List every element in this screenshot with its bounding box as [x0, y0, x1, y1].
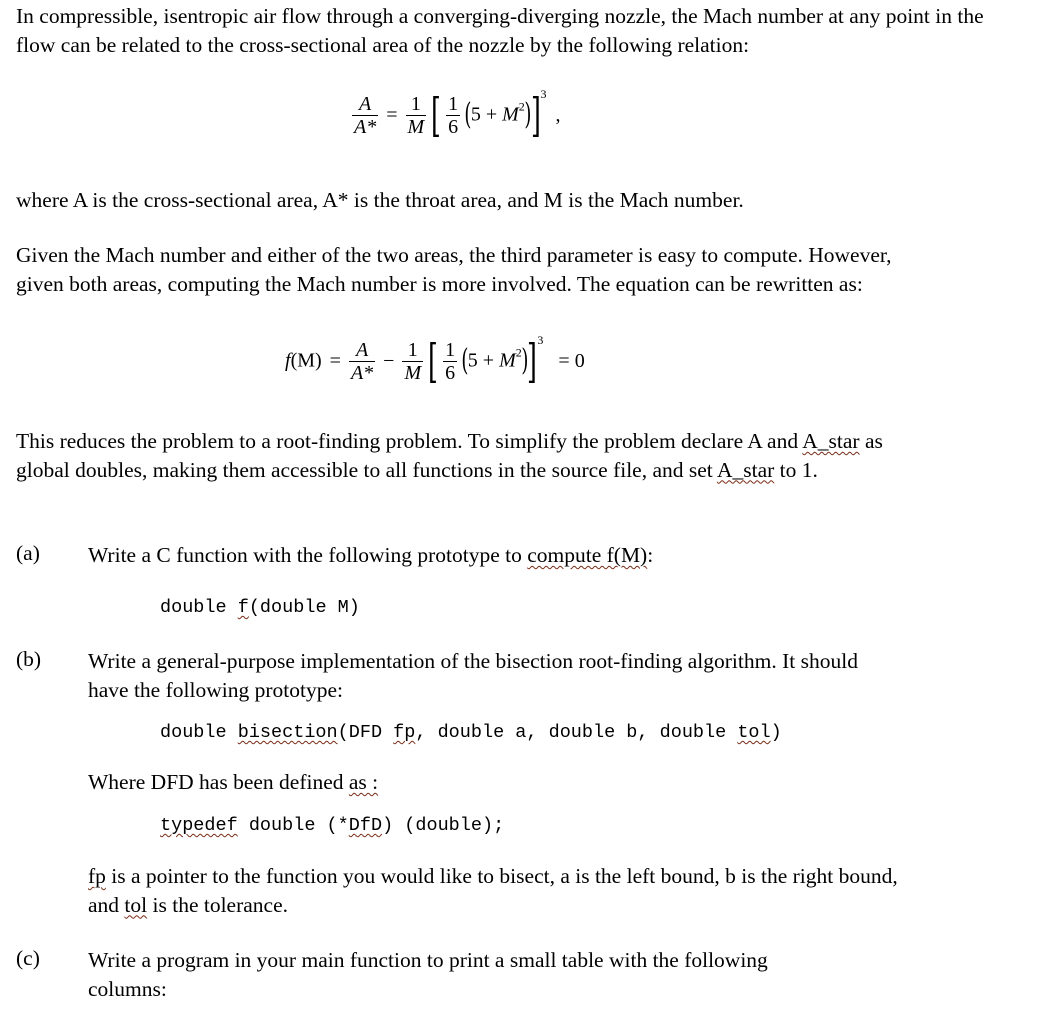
- eq1-one-over-m: $\frac{1}{M}$: [407, 92, 425, 138]
- f-prototype-code: double f(double M): [160, 597, 360, 618]
- eq2-one-sixth: $\frac{1}{6}$: [445, 338, 456, 384]
- eq2-area-ratio: $\frac{A}{A*}$: [350, 338, 374, 384]
- mach-area-equation: $\frac{A}{A*}$ = $\frac{1}{M}$ [ $\frac{1}{6}$ $(5 + M^2)]^3$ ,: [354, 86, 561, 142]
- typedef-code: typedef double (*DfD) (double);: [160, 815, 505, 836]
- part-c-label: (c): [16, 946, 40, 970]
- root-function-equation: f(M) = $\frac{A}{A*}$ − $\frac{1}{M}$ [ $\frac{1}{6}$ $(5 + M^2)]^3 = 0$: [285, 332, 585, 388]
- eq2-one-over-m: $\frac{1}{M}$: [404, 338, 422, 384]
- part-a-text: Write a C function with the following prototype to compute f(M):: [88, 543, 654, 567]
- astar-term: A_star: [802, 429, 860, 453]
- part-b-text: Write a general-purpose implementation of the bisection root-finding algorithm. It should have the following prototype:: [88, 649, 858, 702]
- where-paragraph: where A is the cross-sectional area, A* is the throat area, and M is the Mach number.: [16, 188, 744, 212]
- fp-description: fp is a pointer to the function you would like to bisect, a is the left bound, b is the right bound, and tol is the tolerance.: [88, 864, 898, 917]
- given-paragraph: Given the Mach number and either of the two areas, the third parameter is easy to compute. However, given both areas, computing the Mach number is more involved. The equation can be rewritten as:: [16, 243, 892, 296]
- part-a-label: (a): [16, 541, 40, 565]
- bisection-prototype-code: double bisection(DFD fp, double a, double b, double tol): [160, 722, 782, 743]
- astar-term-2: A_star: [716, 457, 775, 482]
- part-b-label: (b): [16, 647, 42, 671]
- eq1-one-sixth: $\frac{1}{6}$: [448, 92, 459, 138]
- dfd-where-text: Where DFD has been defined as :: [88, 770, 379, 794]
- intro-paragraph: In compressible, isentropic air flow through a converging-diverging nozzle, the Mach number at any point in the flow can be related to the cross-sectional area of the nozzle by the following relation:: [16, 4, 984, 57]
- part-c-text: Write a program in your main function to print a small table with the following columns:: [88, 948, 768, 1001]
- reduces-paragraph: This reduces the problem to a root-finding problem. To simplify the problem declare A and A_star as global doubles, making them accessible to all functions in the source file, and set A_star to 1.: [16, 429, 883, 482]
- eq1-area-ratio: $\frac{A}{A*}$: [354, 92, 377, 138]
